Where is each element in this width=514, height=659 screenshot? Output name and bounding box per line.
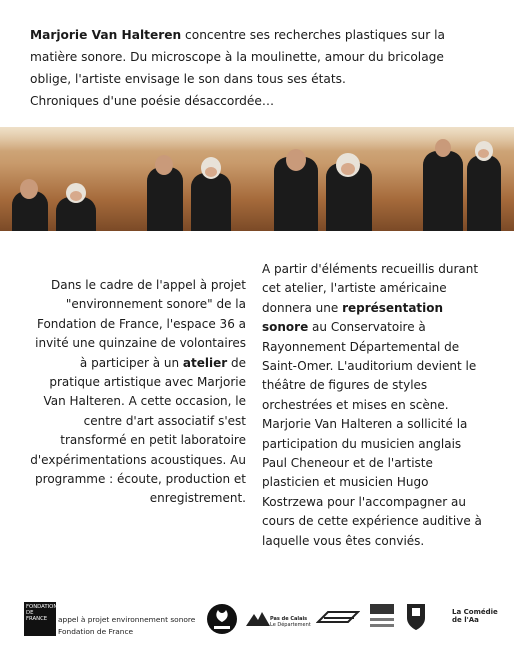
artist-name: Marjorie Van Halteren	[30, 28, 182, 42]
pas-de-calais-label: Pas de Calais	[270, 616, 308, 622]
right-paragraph-1: A partir d'éléments recueillis durant cet atelier, l'artiste américaine donnera une représentation sonore au Conservatoire à Rayonnement Départemental de Saint-Omer. L'auditorium devient le théâtre de figures de styles orchestrées et mises en scène.	[262, 262, 479, 412]
workshop-photo-1	[0, 127, 121, 231]
right-paragraph-2: Marjorie Van Halteren a sollicité la participation du musicien anglais Paul Cheneour et de l'artiste plasticien et musicien Hugo Kostrzewa pour l'accompagner au cours de cette expérience auditive à laquelle vous êtes conviés.	[262, 417, 482, 548]
workshop-photo-3	[256, 127, 393, 231]
stripe-logo-icon	[316, 608, 360, 626]
workshop-photo-2	[121, 127, 256, 231]
republique-logo-icon	[368, 602, 396, 636]
comedie-de-laa-logo: La Comédie de l'Aa	[452, 608, 498, 624]
left-column-text: Dans le cadre de l'appel à projet "environnement sonore" de la Fondation de France, l'espace 36 a invité une quinzaine de volontaires à participer à un atelier de pratique artistique avec Marjorie Van Halteren. A cette occasion, le centre d'art associatif s'est transformé en petit laboratoire d'expérimentations acoustiques. Au programme : écoute, production et enregistrement.	[30, 278, 246, 506]
intro-text: concentre ses recherches plastiques sur la matière sonore. Du microscope à la moulinette, amour du bricolage oblige, l'artiste envisage le son dans tous ses états.	[30, 28, 445, 86]
right-column-text	[262, 260, 484, 551]
city-crest-logo-icon	[404, 602, 428, 636]
photo-strip	[0, 127, 514, 231]
footer-caption: appel à projet environnement sonore Fondation de France	[58, 615, 196, 636]
atelier-highlight: atelier	[182, 355, 228, 370]
workshop-photo-4	[393, 127, 514, 231]
intro-tagline: Chroniques d'une poésie désaccordée…	[30, 94, 275, 108]
pas-de-calais-sub: Le Département	[270, 622, 311, 628]
fondation-de-france-logo: FONDATION DE FRANCE	[24, 602, 56, 636]
footer-logos	[0, 598, 514, 648]
mountain-logo-icon	[246, 610, 270, 626]
intro-paragraph	[30, 24, 486, 112]
representation-highlight: représentation sonore	[262, 300, 444, 335]
circular-emblem-logo	[204, 602, 240, 636]
